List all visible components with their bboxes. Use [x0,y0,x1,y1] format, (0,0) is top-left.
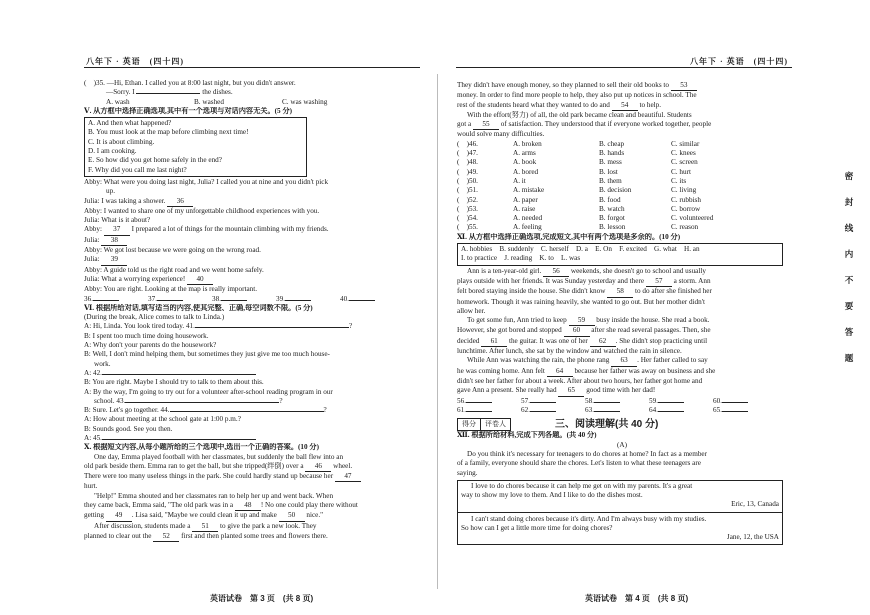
blank-56[interactable]: 56 [543,267,569,277]
blank-58[interactable]: 58 [607,287,633,297]
blank-54[interactable]: 54 [612,101,638,111]
passage-line: After discussion, students made a 51 to give the park a new look. They [84,522,418,532]
page-divider [437,74,438,589]
quote-line: I can't stand doing chores because it's dirty. And I'm always busy with my studies. [471,514,707,523]
blank-41[interactable] [195,327,349,328]
right-footer: 英语试卷 第 4 页 (共 8 页) [585,594,689,603]
score-label: 得分 [458,419,481,430]
answer-39[interactable] [285,300,311,301]
seal-char: 题 [844,353,854,363]
blank-59[interactable]: 59 [569,316,595,326]
sec-vi-line: A: 42. [84,369,418,378]
sec-vi-line: A: By the way, I'm going to try out for a volunteer after-school reading program in our [84,387,333,396]
answer-40[interactable] [349,300,375,301]
sec-v-options-box [84,117,307,177]
passage-line: got a 55 of satisfaction. They understood that if everyone worked together, people [457,120,787,130]
quote-line: way to show my love to them. And I like to do the dishes most. [461,491,643,500]
sec-xii-subtitle: (A) [617,440,627,449]
answer-56[interactable] [466,402,492,403]
passage-line: However, she got bored and stopped 60 after she read several passages. Then, she [457,326,787,336]
sec-vi-line: B: Well, I don't mind helping them, but sometimes they just give me too much house- [84,350,330,359]
choice-row-48[interactable]: ( )48. A. book B. mess C. screen [457,158,698,167]
choice-row-55[interactable]: ( )55. A. feeling B. lesson C. reason [457,223,699,232]
blank-39[interactable]: 39 [101,255,127,265]
blank-53[interactable]: 53 [671,81,697,91]
left-footer: 英语试卷 第 3 页 (共 8 页) [210,594,314,603]
blank-60[interactable]: 60 [564,326,590,336]
seal-char: 要 [844,301,854,311]
sec-xi-answer-row-2: 61. 62. 63. 64. 65. [457,406,787,415]
passage-line: Do you think it's necessary for teenagers to do chores at home? In fact as a member [467,449,707,458]
answer-62[interactable] [530,411,556,412]
answer-59[interactable] [658,402,684,403]
sec-v-option-d: D. I am cooking. [88,147,137,156]
passage-line: they came back, Emma said, "The old park was in a 48 ! No one could play there without [84,501,418,511]
sec-vi-line: A: Why don't your parents do the housework? [84,341,217,350]
sec-vi-line: B: Sounds good. See you then. [84,424,173,433]
sec-xi-options-box [457,243,783,266]
passage-line: saying. [457,468,478,477]
dialog-line: Julia: 39 [84,255,418,265]
seal-char: 封 [844,197,854,207]
quote-signature: Eric, 13, Canada [731,500,779,509]
choice-row-54[interactable]: ( )54. A. needed B. forgot C. volunteered [457,214,714,223]
q35-options: A. wash B. washed C. was washing [106,97,328,106]
blank-48[interactable]: 48 [235,501,261,511]
dialog-line: Abby: A guide told us the right road and we went home safely. [84,265,264,274]
passage-line: of a family, everyone should share the chores. Let's listen to what these teenagers are [457,459,701,468]
grader-label: 评卷人 [485,420,506,429]
q35-line1: ( )35. —Hi, Ethan. I called you at 8:00 last night, but you didn't answer. [84,79,296,87]
quote-signature: Jane, 12, the USA [726,533,779,542]
quote-line: So how can I get a little more time for doing chores? [461,524,613,533]
right-content [457,81,787,546]
sec-x-title: Ⅹ. 根据短文内容,从每小题所给的三个选项中,选出一个正确的答案。(10 分) [84,443,319,452]
passage-line: While Ann was watching the rain, the phone rang 63 . Her father called to say [457,356,787,366]
sec-xi-answer-row-1: 56. 57. 58. 59. 60. [457,397,787,406]
choice-row-50[interactable]: ( )50. A. it B. them C. its [457,176,687,185]
blank-37[interactable]: 37 [104,225,130,235]
answer-60[interactable] [722,402,748,403]
blank-46[interactable]: 46 [305,462,331,472]
blank-51[interactable]: 51 [192,522,218,532]
choice-row-49[interactable]: ( )49. A. bored B. lost C. hurt [457,167,691,176]
sec-vi-intro: (During the break, Alice comes to talk to Linda.) [84,313,225,322]
blank-36[interactable]: 36 [167,197,193,207]
passage-line: would solve many difficulties. [457,130,545,139]
passage-line: getting 49 . Lisa said, "Maybe we could clean it up and make 50 nice." [84,511,418,521]
blank-38[interactable]: 38 [101,236,127,246]
sec-xii-title: Ⅻ. 根据所给材料,完成下列各题。(共 40 分) [457,431,597,440]
seal-char: 内 [844,249,854,259]
sec-v-title: Ⅴ. 从方框中选择正确选项,其中有一个选项与对话内容无关。(5 分) [84,106,293,115]
right-header-line [456,67,792,68]
blank-65[interactable]: 65 [558,386,584,396]
sec-v-option-c: C. It is about climbing. [88,137,155,146]
passage-line: There were too many useless things in the park. She could hardly stand up because her 47 [84,472,418,482]
dialog-line: Abby: What were you doing last night, Julia? I called you at nine and you didn't pick [84,177,329,186]
dialog-line: Julia: What is it about? [84,216,151,225]
section-3-header [457,418,787,431]
sec-v-option-b: B. You must look at the map before climbing next time! [88,128,249,137]
choice-row-46[interactable]: ( )46. A. broken B. cheap C. similar [457,139,700,148]
passage-line: planned to clear out the 52 first and then planted some trees and flowers there. [84,532,418,542]
blank-62[interactable]: 62 [590,337,616,347]
answer-64[interactable] [658,411,684,412]
answer-36[interactable] [93,300,119,301]
answer-58[interactable] [594,402,620,403]
quote-line: I love to do chores because it can help me get on with my parents. It's a great [471,481,693,490]
dialog-line: Abby: 37 I prepared a lot of things for the mountain climbing with my friends. [84,225,418,235]
blank-52[interactable]: 52 [153,532,179,542]
seal-char: 不 [844,275,854,285]
sec-vi-line: A: Hi, Linda. You look tired today. 41. ? [84,322,353,331]
left-content [84,79,418,542]
seal-char: 密 [844,171,854,181]
seal-char: 答 [844,327,854,337]
passage-line: plays outside with her friends. It was Sunday yesterday and there 57 a storm. Ann [457,277,787,287]
left-header-line [84,67,420,68]
seal-char: 线 [844,223,854,233]
passage-line: allow her. [457,306,486,315]
blank-44[interactable] [170,411,324,412]
dialog-line: Julia: What a worrying experience! 40 [84,275,418,285]
right-header: 八年下 · 英语 (四十四) [690,57,788,66]
passage-line: To get some fun, Ann tried to keep 59 busy inside the house. She read a book. [457,316,787,326]
blank-61[interactable]: 61 [481,337,507,347]
passage-line: gave Ann a present. She really had 65 good time with her dad! [457,386,787,396]
sec-v-answer-row: 36. 37. 38. 39. 40. [84,295,418,304]
sec-xi-title: Ⅺ. 从方框中选择正确选项,完成短文,其中有两个选项是多余的。(10 分) [457,232,681,241]
passage-line: money. In order to find more people to help, they also put up notices in school. The [457,91,697,100]
blank-57[interactable]: 57 [646,277,672,287]
passage-line: One day, Emma played football with her classmates, but suddenly the ball flew into an [94,452,344,461]
passage-line: old park beside them. Emma ran to get the ball, but she tripped(绊倒) over a 46 wheel. [84,462,418,472]
sec-vi-line: school. 43. ? [94,396,283,405]
passage-line: lunchtime. After lunch, she sat by the window and watched the rain in silence. [457,347,682,356]
passage-line: decided 61 the guitar. It was one of her 62 . She didn't stop practicing until [457,337,787,347]
seal-line-notice [842,170,856,378]
choice-row-53[interactable]: ( )53. A. raise B. watch C. borrow [457,204,701,213]
answer-57[interactable] [530,402,556,403]
q35-line2: —Sorry. I the dishes. [106,88,233,97]
blank-45[interactable] [102,439,256,440]
answer-61[interactable] [466,411,492,412]
passage-line: felt bored staying inside the house. She didn't know 58 to do after she finished her [457,287,787,297]
answer-37[interactable] [157,300,183,301]
passage-line: he was coming home. Ann felt 64 because her father was away on business and she [457,367,787,377]
passage-line: They didn't have enough money, so they planned to sell their old books to 53 [457,81,787,91]
dialog-line: Abby: We got lost because we were going on the wrong road. [84,246,261,255]
passage-line: "Help!" Emma shouted and her classmates ran to help her up and went back. When [94,491,334,500]
passage-line: rest of the students heard what they wanted to do and 54 to help. [457,101,787,111]
choice-row-47[interactable]: ( )47. A. arms B. hands C. knees [457,149,696,158]
sec-vi-line: B: You are right. Maybe I should try to talk to them about this. [84,378,264,387]
sec-v-option-a: A. And then what happened? [88,119,172,128]
sec-vi-title: Ⅵ. 根据所给对话,填写适当的内容,使其完整、正确,每空词数不限。(5 分) [84,303,313,312]
blank-64[interactable]: 64 [547,367,573,377]
sec-vi-line: work. [94,359,111,368]
passage-line: didn't see her father for about a week. After about two hours, her father got home and [457,376,703,385]
passage-line: hurt. [84,482,98,491]
left-header: 八年下 · 英语 (四十四) [86,57,184,66]
passage-line: Ann is a ten-year-old girl. 56 weekends, she doesn't go to school and usually [457,267,787,277]
answer-63[interactable] [594,411,620,412]
blank-63[interactable]: 63 [611,356,637,366]
sec-vi-line: B: Sure. Let's go together. 44. ? [84,406,327,415]
blank-49[interactable]: 49 [106,511,132,521]
blank-42[interactable] [102,374,256,375]
blank-43[interactable] [125,402,279,403]
sec-vi-line: A: How about meeting at the school gate at 1:00 p.m.? [84,415,241,424]
sec-vi-line: B: I spent too much time doing housework. [84,331,209,340]
choice-list [457,140,787,233]
section-3-title: 三、阅读理解(共 40 分) [555,419,659,431]
quote-box-eric [457,480,783,545]
sec-v-option-e: E. So how did you get home safely in the end? [88,156,222,165]
answer-65[interactable] [722,411,748,412]
sec-v-option-f: F. Why did you call me last night? [88,165,187,174]
score-box [457,418,511,431]
dialog-line: Julia: 38 [84,236,418,246]
sec-xi-box-line: I. to practice J. reading K. to L. was [461,254,581,263]
q35-blank[interactable] [136,93,200,94]
sec-vi-line: A: 45. [84,434,418,443]
dialog-line: Abby: You are right. Looking at the map is really important. [84,285,258,294]
dialog-line: Julia: I was taking a shower. 36 [84,197,418,207]
sec-xi-box-line: A. hobbies B. suddenly C. herself D. a E. On F. excited G. what H. an [461,245,700,254]
blank-47[interactable]: 47 [335,472,361,482]
blank-55[interactable]: 55 [473,120,499,130]
choice-row-51[interactable]: ( )51. A. mistake B. decision C. living [457,186,697,195]
dialog-line: Abby: I wanted to share one of my unforgettable childhood experiences with you. [84,206,320,215]
dialog-line: up. [106,187,115,196]
passage-line: With the effort(努力) of all, the old park became clean and beautiful. Students [467,110,692,119]
blank-40[interactable]: 40 [187,275,213,285]
blank-50[interactable]: 50 [279,511,305,521]
passage-line: homework. Though it was raining heavily, she wanted to go out. But her mother didn't [457,297,706,306]
answer-38[interactable] [221,300,247,301]
choice-row-52[interactable]: ( )52. A. paper B. food C. rubbish [457,195,701,204]
